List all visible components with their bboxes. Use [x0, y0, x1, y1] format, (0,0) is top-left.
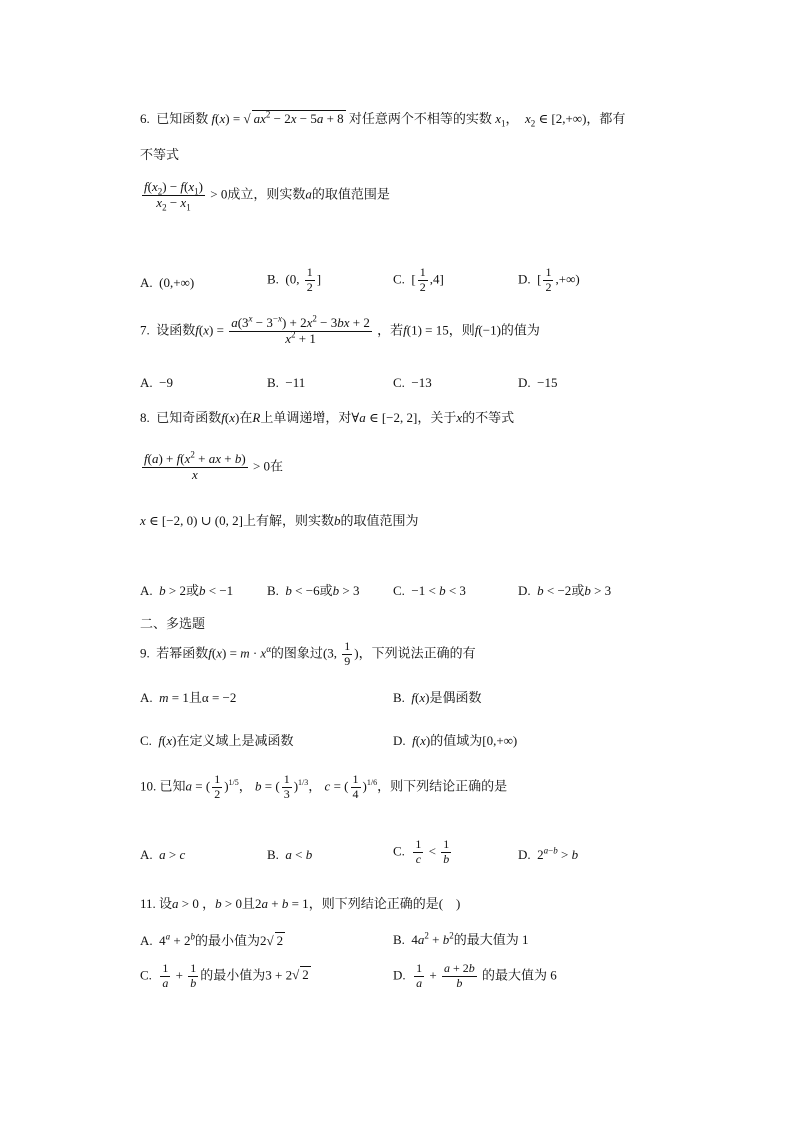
q7-fraction: $\frac{a(3^x - 3^{-x}) + 2x^2 - 3bx + 2}{x^2 + 1}$	[231, 313, 370, 346]
q8-line2: $\frac{f(a) + f(x^2 + ax + b)}{x}$ > 0在	[144, 449, 284, 482]
q9-option-b: B. f(x)是偶函数	[393, 690, 482, 705]
q8-option-d: D. b < −2或b > 3	[518, 583, 612, 598]
q6-sqrt: √ $ax^2 - 2x - 5a + 8$	[243, 109, 344, 126]
q8-line3: x ∈ [−2, 0) ∪ (0, 2]上有解，则实数b的取值范围为	[140, 513, 419, 528]
q11-option-d: D. $\frac{1}{a}$ + $\frac{a + 2b}{b}$ 的最大值为 6	[393, 961, 557, 990]
q9-option-c: C. f(x)在定义域上是减函数	[140, 733, 294, 748]
section-heading: 二、多选题	[140, 617, 206, 632]
q6-line1: 6. 已知函数 f(x) = √ $ax^2 - 2x - 5a + 8$ 对任意两个不相等的实数 $x_1$， $x_2$ ∈ [2,+∞)，都有	[140, 109, 626, 129]
q6-line2: 不等式	[140, 147, 180, 162]
q7-option-d: D. −15	[518, 375, 558, 390]
q11-line1: 11. 设a > 0 ，b > 0且2a + b = 1，则下列结论正确的是( )	[140, 896, 461, 911]
q10-option-c: C. $\frac{1}{c}$ < $\frac{1}{b}$	[393, 837, 450, 866]
q9-option-d: D. f(x)的值域为[0,+∞)	[393, 733, 518, 748]
q6-option-c: C. [ $\frac{1}{2}$ ,4]	[393, 265, 444, 294]
q11-option-b: B. $4a^2 + b^2$的最大值为 1	[393, 930, 529, 947]
q7-option-a: A. −9	[140, 375, 173, 390]
q8-option-a: A. b > 2或b < −1	[140, 583, 234, 598]
q6-line3: $\frac{f(x_2) - f(x_1)}{x_2 - x_1}$ > 0成立，则实数a的取值范围是	[144, 179, 390, 213]
q8-fraction: $\frac{f(a) + f(x^2 + ax + b)}{x}$	[144, 449, 246, 482]
q10-option-a: A. a > c	[140, 847, 186, 862]
q7-option-c: C. −13	[393, 375, 432, 390]
q8-option-c: C. −1 < b < 3	[393, 583, 466, 598]
q6-number: 6.	[140, 111, 150, 126]
q6-option-a: A. (0,+∞)	[140, 275, 195, 290]
q8-line1: 8. 已知奇函数f(x)在R上单调递增，对∀a ∈ [−2, 2]，关于x的不等式	[140, 410, 515, 425]
q10-option-d: D. $2^{a-b} > b$	[518, 845, 579, 862]
q11-option-a: A. $4^a + 2^b$的最小值为2√ 2	[140, 931, 284, 948]
q7-option-b: B. −11	[267, 375, 306, 390]
q10-option-b: B. a < b	[267, 847, 313, 862]
q7-line1: 7. 设函数f(x) = $\frac{a(3^x - 3^{-x}) + 2x^2 - 3bx + 2}{x^2 + 1}$ ，若f(1) = 15，则f(−1)的值为	[140, 313, 540, 346]
q6-fraction: $\frac{f(x_2) - f(x_1)}{x_2 - x_1}$	[144, 179, 204, 213]
q8-option-b: B. b < −6或b > 3	[267, 583, 360, 598]
q6-option-d: D. [ $\frac{1}{2}$ ,+∞)	[518, 265, 580, 294]
q11-option-c: C. $\frac{1}{a}$ + $\frac{1}{b}$ 的最小值为3 + 2√ 2	[140, 961, 309, 990]
q9-option-a: A. m = 1且α = −2	[140, 690, 237, 705]
q6-option-b: B. (0, $\frac{1}{2}$ ]	[267, 265, 322, 294]
q10-line1: 10. 已知a = ( $\frac{1}{2}$ )$^{1/5}$， b = ( $\frac{1}{3}$ )$^{1/3}$， c = ( $\frac{1}{4}$ )$^{1/6}$，则下列结论正确的是	[140, 772, 508, 801]
q9-line1: 9. 若幂函数$f(x) = m \cdot x^\alpha$的图象过(3, $\frac{1}{9}$ )，下列说法正确的有	[140, 639, 476, 668]
